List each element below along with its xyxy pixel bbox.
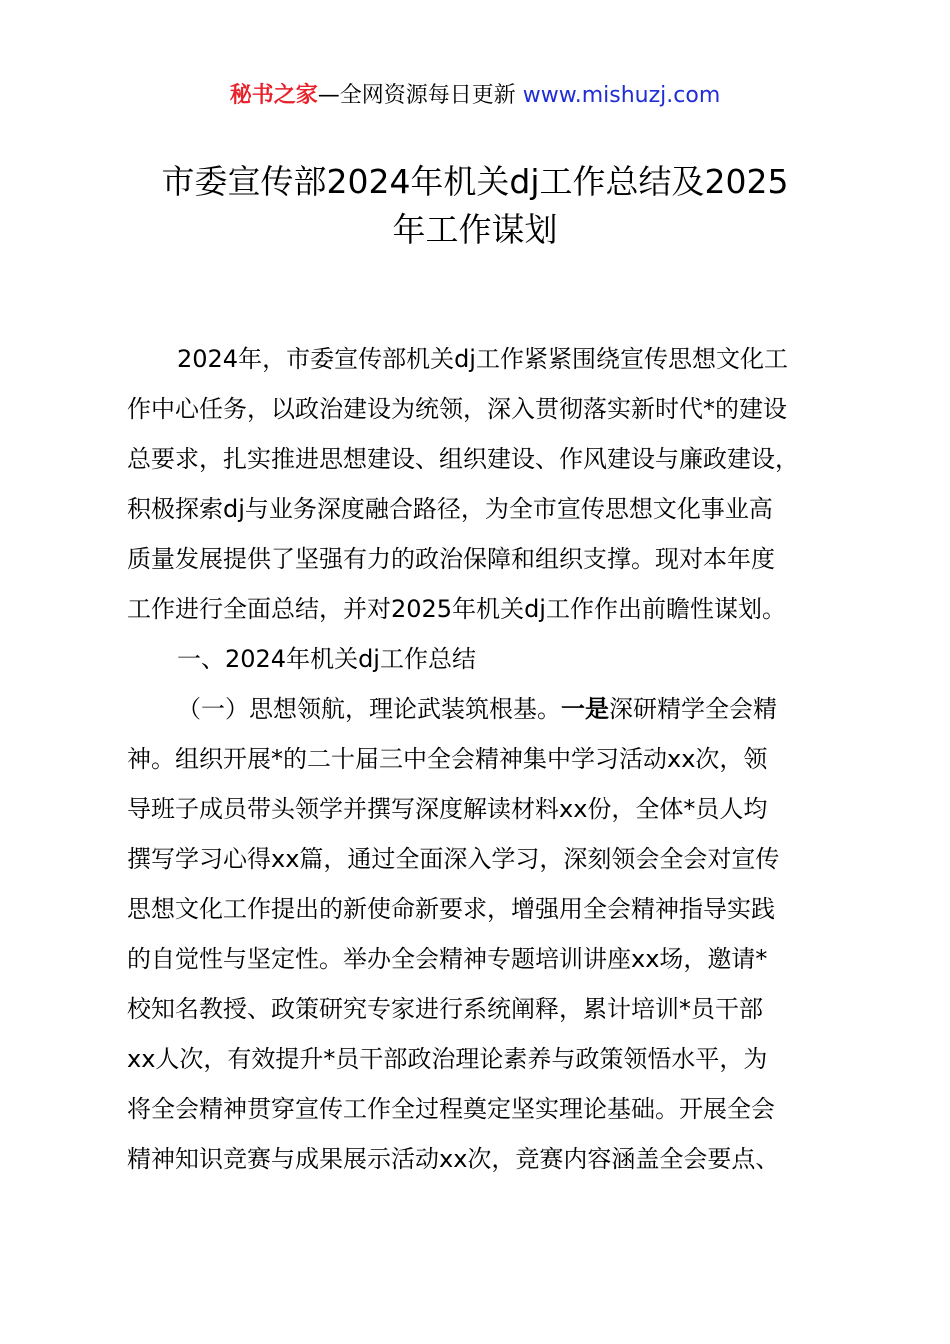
document-body (127, 334, 847, 1184)
paragraph-line: 思想文化工作提出的新使命新要求，增强用全会精神指导实践 (127, 895, 775, 923)
paragraph-line: xx人次，有效提升*员干部政治理论素养与政策领悟水平，为 (127, 1045, 768, 1073)
paragraph-line: 神。组织开展*的二十届三中全会精神集中学习活动xx次，领 (127, 745, 768, 773)
subsection-heading: （一）思想领航，理论武装筑根基。 (177, 695, 561, 723)
document-title (100, 158, 850, 254)
paragraph-line: 工作进行全面总结，并对2025年机关dj工作作出前瞻性谋划。 (127, 595, 786, 623)
paragraph-line: 总要求，扎实推进思想建设、组织建设、作风建设与廉政建设， (127, 445, 799, 473)
paragraph-line: 精神知识竞赛与成果展示活动xx次，竞赛内容涵盖全会要点、 (127, 1145, 780, 1173)
title-line-2: 年工作谋划 (392, 210, 558, 249)
paragraph-line: 的自觉性与坚定性。举办全会精神专题培训讲座xx场，邀请* (127, 945, 768, 973)
paragraph-line: 导班子成员带头领学并撰写深度解读材料xx份，全体*员人均 (127, 795, 768, 823)
title-line-1: 市委宣传部2024年机关dj工作总结及2025 (161, 162, 789, 201)
section-heading: 一、2024年机关dj工作总结 (177, 645, 476, 673)
site-tagline: —全网资源每日更新 (317, 83, 523, 108)
site-url-link[interactable]: www.mishuzj.com (522, 83, 721, 108)
site-brand: 秘书之家 (229, 83, 318, 108)
subsection-line (127, 684, 847, 734)
paragraph-line: 质量发展提供了坚强有力的政治保障和组织支撑。现对本年度 (127, 545, 775, 573)
paragraph-line: 将全会精神贯穿宣传工作全过程奠定坚实理论基础。开展全会 (127, 1095, 775, 1123)
paragraph-line: 积极探索dj与业务深度融合路径，为全市宣传思想文化事业高 (127, 495, 773, 523)
paragraph-line: 作中心任务，以政治建设为统领，深入贯彻落实新时代*的建设 (127, 395, 787, 423)
paragraph-line: 2024年，市委宣传部机关dj工作紧紧围绕宣传思想文化工 (177, 345, 788, 373)
point-text: 深研精学全会精 (609, 695, 777, 723)
paragraph-line: 校知名教授、政策研究专家进行系统阐释，累计培训*员干部 (127, 995, 763, 1023)
site-header (0, 80, 950, 112)
paragraph-line: 撰写学习心得xx篇，通过全面深入学习，深刻领会全会对宣传 (127, 845, 780, 873)
point-marker: 一是 (561, 695, 609, 723)
